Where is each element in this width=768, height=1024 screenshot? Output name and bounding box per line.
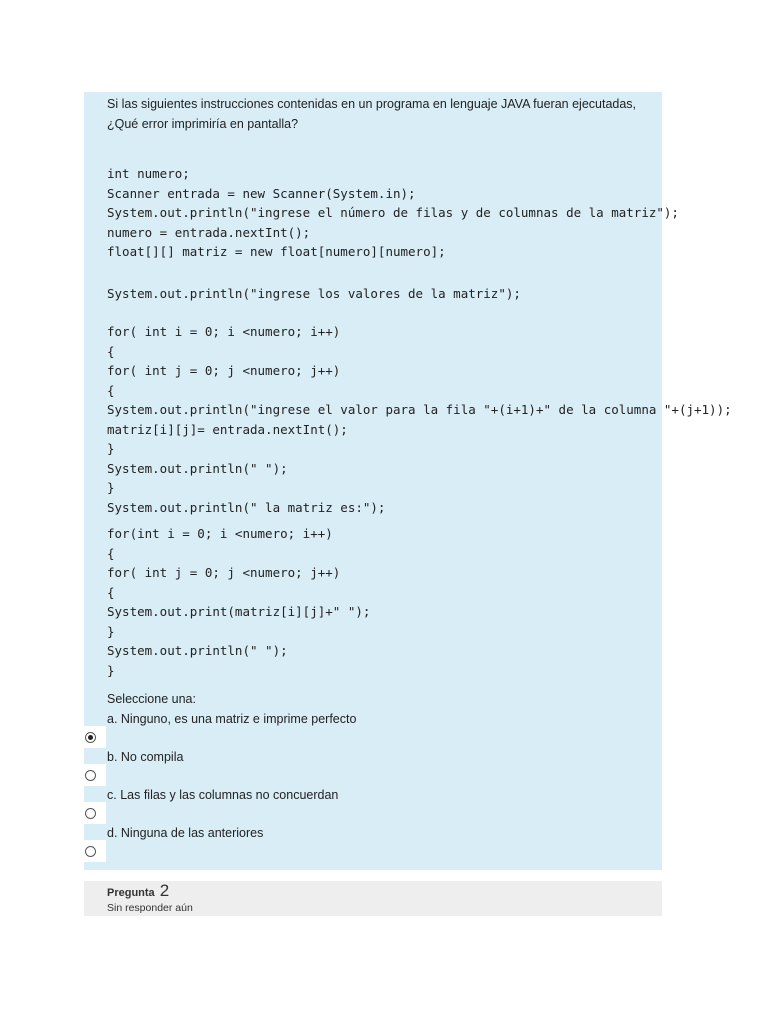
- question-2-label: Pregunta: [107, 887, 155, 899]
- question-card: [84, 92, 732, 870]
- question-2-header: [84, 881, 662, 916]
- answer-label: b. No compila: [107, 750, 184, 764]
- answer-label: c. Las filas y las columnas no concuerdan: [107, 788, 339, 802]
- question-text: Si las siguientes instrucciones contenidas en un programa en lenguaje JAVA fueran ejecutadas, ¿Qué error imprimiría en pantalla?: [107, 97, 637, 131]
- answer-label: d. Ninguna de las anteriores: [107, 826, 264, 840]
- radio-unchecked-icon: [85, 808, 96, 819]
- question-2-number: 2: [159, 881, 170, 900]
- select-one-prompt: Seleccione una:: [107, 692, 196, 706]
- radio-dot-icon: [88, 735, 93, 740]
- question-2-title: [107, 881, 169, 903]
- radio-button-b[interactable]: [84, 764, 106, 786]
- answer-option-a[interactable]: [84, 710, 662, 748]
- radio-unchecked-icon: [85, 770, 96, 781]
- radio-button-c[interactable]: [84, 802, 106, 824]
- code-block-input-loop: for( int i = 0; i <numero; i++) { for( int j = 0; j <numero; j++) { System.out.println("ingrese el valor para la fila "+(i+1)+" de la columna "+(j+1)); matriz[i][j]= entrada.nextInt(); } System.out.println(" "); } System.out.println(" la matriz es:");: [107, 324, 732, 515]
- radio-button-d[interactable]: [84, 840, 106, 862]
- radio-unchecked-icon: [85, 846, 96, 857]
- question-2-status: Sin responder aún: [107, 902, 193, 914]
- code-block-prompt-values: System.out.println("ingrese los valores de la matriz");: [107, 286, 521, 301]
- code-block-declarations: int numero; Scanner entrada = new Scanner(System.in); System.out.println("ingrese el número de filas y de columnas de la matriz"); numero = entrada.nextInt(); float[][] matriz = new float[numero][numero];: [107, 166, 679, 259]
- code-block-print-loop: for(int i = 0; i <numero; i++) { for( int j = 0; j <numero; j++) { System.out.print(matriz[i][j]+" "); } System.out.println(" "); }: [107, 526, 371, 678]
- answer-option-d[interactable]: [84, 824, 662, 862]
- answer-label: a. Ninguno, es una matriz e imprime perfecto: [107, 712, 357, 726]
- answer-option-c[interactable]: [84, 786, 662, 824]
- radio-checked-icon: [85, 732, 96, 743]
- answer-option-b[interactable]: [84, 748, 662, 786]
- radio-button-a[interactable]: [84, 726, 106, 748]
